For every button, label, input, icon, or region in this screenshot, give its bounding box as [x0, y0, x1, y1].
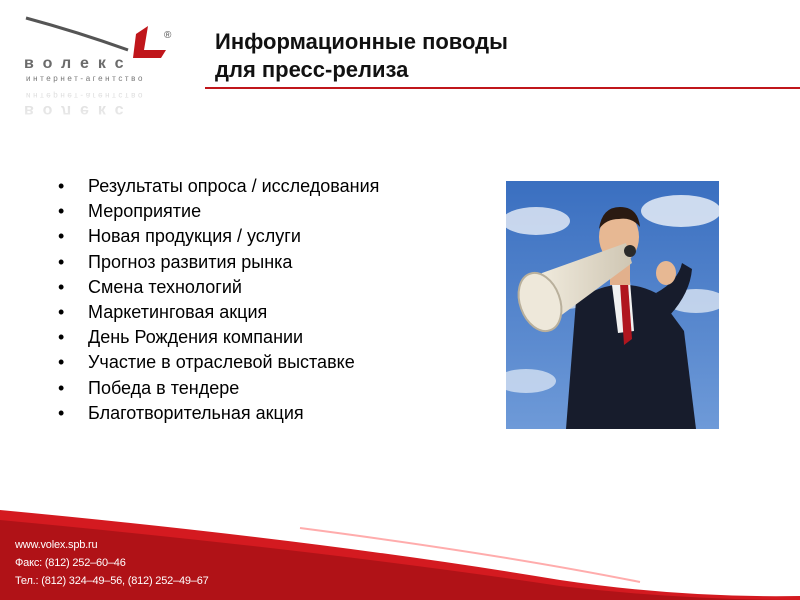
bullet-item: • День Рождения компании: [58, 325, 379, 350]
svg-text:®: ®: [164, 30, 172, 41]
logo-mark-icon: [133, 26, 166, 58]
title-line-2: для пресс-релиза: [215, 57, 409, 82]
title-underline: [205, 87, 800, 89]
website-link[interactable]: www.volex.spb.ru: [15, 539, 98, 551]
fax-text: Факс: (812) 252–60–46: [15, 557, 126, 569]
bullet-item: • Результаты опроса / исследования: [58, 174, 379, 199]
title-line-1: Информационные поводы: [215, 29, 508, 54]
bullet-item: • Прогноз развития рынка: [58, 250, 379, 275]
company-logo: [18, 12, 188, 142]
footer: [0, 510, 800, 600]
bullet-item: • Победа в тендере: [58, 376, 379, 401]
page-title: [215, 28, 508, 84]
bullet-item: • Участие в отраслевой выставке: [58, 350, 379, 375]
bullet-list: [58, 174, 379, 426]
logo-wordmark: волекс: [24, 55, 133, 72]
logo-tagline: интернет-агентство: [26, 74, 145, 83]
bullet-item: • Маркетинговая акция: [58, 300, 379, 325]
megaphone-man-photo: [506, 181, 719, 429]
bullet-item: • Новая продукция / услуги: [58, 224, 379, 249]
bullet-item: • Смена технологий: [58, 275, 379, 300]
phone-text: Тел.: (812) 324–49–56, (812) 252–49–67: [15, 575, 209, 587]
bullet-item: • Благотворительная акция: [58, 401, 379, 426]
bullet-item: • Мероприятие: [58, 199, 379, 224]
contact-info: [15, 536, 209, 590]
